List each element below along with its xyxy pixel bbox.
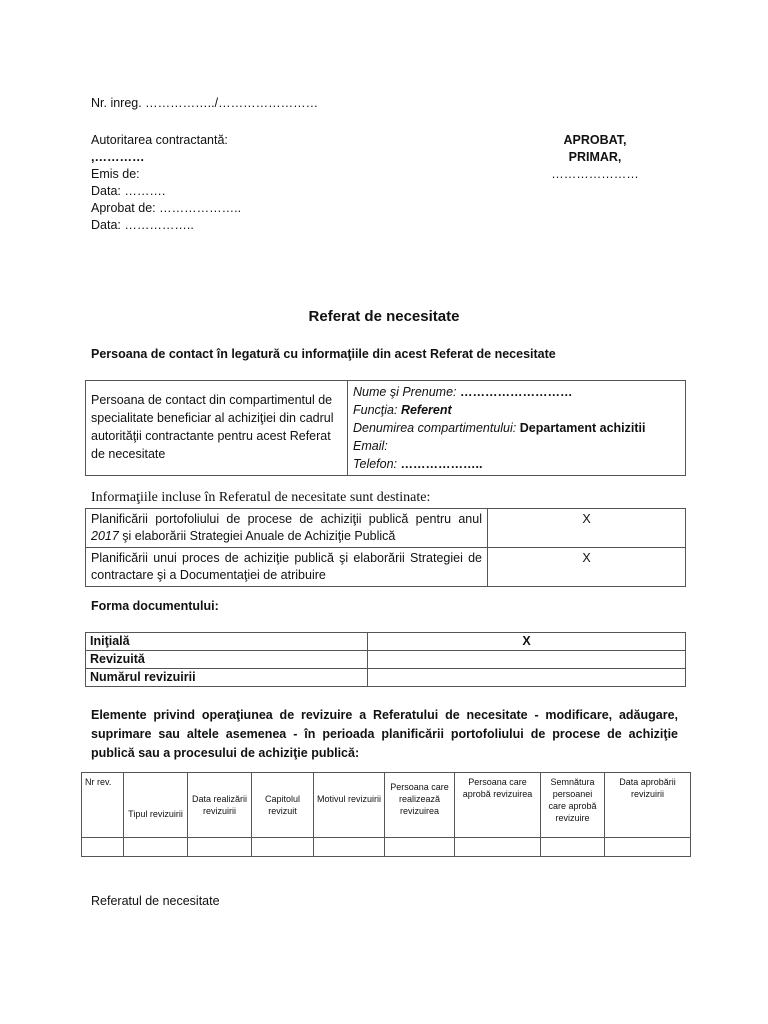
- dest-table: [85, 508, 686, 587]
- functia-value: Referent: [400, 403, 452, 417]
- autoritatea-label: Autoritarea contractantă:: [91, 133, 228, 147]
- data1-value: ……….: [124, 184, 166, 198]
- forma-row: [86, 651, 686, 669]
- rev-cell: [82, 838, 124, 857]
- telefon-label: Telefon:: [353, 457, 398, 471]
- contact-left-cell: Persoana de contact din compartimentul de specialitate beneficiar al achiziţiei din cadrul autorităţii contractante pentru acest Referat de necesitate: [86, 381, 348, 476]
- rev-empty-row: [82, 838, 691, 857]
- rev-header-persoana-aproba: Persoana care aprobă revizuirea: [455, 773, 541, 838]
- dept-label: Denumirea compartimentului:: [353, 421, 517, 435]
- data1-label: Data:: [91, 184, 121, 198]
- primar-signature: …………………: [551, 167, 639, 181]
- contact-table: [85, 380, 686, 476]
- nume-label: Nume şi Prenume:: [353, 385, 457, 399]
- data2-label: Data:: [91, 218, 121, 232]
- rev-header-row: [82, 773, 691, 838]
- forma-label: Revizuită: [86, 651, 368, 669]
- data1-row: [91, 183, 241, 200]
- forma-heading: Forma documentului:: [91, 599, 219, 613]
- autoritatea-dots: ,…………: [91, 150, 145, 164]
- emis-de-label: Emis de:: [91, 167, 140, 181]
- telefon-value: ………………..: [400, 457, 483, 471]
- nume-value: ………………………: [460, 385, 573, 399]
- rev-header-motivul: Motivul revizuirii: [314, 773, 385, 838]
- dest-row2-mark: X: [488, 548, 686, 587]
- rev-cell: [124, 838, 188, 857]
- rev-header-capitolul: Capitolul revizuit: [252, 773, 314, 838]
- rev-cell: [188, 838, 252, 857]
- aprobat-de-value: ………………..: [159, 201, 242, 215]
- dest-row1-text: Planificării portofoliului de procese de achiziţii publică pentru anul 2017 şi elaborării Strategiei Anuale de Achiziţie Publică: [86, 509, 488, 548]
- contact-heading: Persoana de contact în legatură cu informaţiile din acest Referat de necesitate: [91, 347, 556, 361]
- aprobat-label: APROBAT,: [563, 133, 627, 147]
- rev-header-data-aprobarii: Data aprobării revizuirii: [605, 773, 691, 838]
- data2-row: [91, 217, 241, 234]
- rev-cell: [605, 838, 691, 857]
- contact-right-cell: [348, 381, 686, 476]
- forma-value: [368, 651, 686, 669]
- functia-label: Funcţia:: [353, 403, 398, 417]
- dest-row: [86, 548, 686, 587]
- email-label: Email:: [353, 439, 388, 453]
- aprobat-de-label: Aprobat de:: [91, 201, 156, 215]
- data2-value: ……………..: [124, 218, 194, 232]
- footer-title: Referatul de necesitate: [91, 894, 220, 908]
- dest-row2-text: Planificării unui proces de achiziţie publică şi elaborării Strategiei de contractare şi a Documentaţiei de atribuire: [86, 548, 488, 587]
- forma-label: Numărul revizuirii: [86, 669, 368, 687]
- rev-cell: [314, 838, 385, 857]
- elemente-paragraph: Elemente privind operaţiunea de revizuire a Referatului de necesitate - modificare, adăugare, suprimare sau altele asemenea - în perioada planificării portofoliului de procese de achiziţie publică sau a procesului de achiziţie publică:: [91, 708, 678, 760]
- rev-cell: [252, 838, 314, 857]
- rev-header-persoana-realizeaza: Persoana care realizează revizuirea: [385, 773, 455, 838]
- forma-value: [368, 669, 686, 687]
- rev-cell: [455, 838, 541, 857]
- dest-year: 2017: [91, 529, 119, 543]
- forma-value: X: [368, 633, 686, 651]
- dest-row: [86, 509, 686, 548]
- forma-row: [86, 669, 686, 687]
- nr-inreg: Nr. inreg. ……………../……………………: [91, 96, 319, 110]
- forma-row: [86, 633, 686, 651]
- rev-cell: [541, 838, 605, 857]
- rev-header-tipul: Tipul revizuirii: [124, 773, 188, 838]
- aprobat-de-row: [91, 200, 241, 217]
- approval-block: [540, 132, 650, 183]
- rev-header-data-realizarii: Data realizării revizuirii: [188, 773, 252, 838]
- forma-label: Iniţială: [86, 633, 368, 651]
- primar-label: PRIMAR,: [568, 150, 622, 164]
- page-title: Referat de necesitate: [308, 308, 460, 325]
- dest-row1-mark: X: [488, 509, 686, 548]
- rev-cell: [385, 838, 455, 857]
- dest-heading: Informaţiile incluse în Referatul de necesitate sunt destinate:: [91, 490, 431, 505]
- header-left-block: [91, 132, 241, 234]
- forma-table: [85, 632, 686, 687]
- rev-header-semnatura: Semnătura persoanei care aprobă revizuire: [541, 773, 605, 838]
- rev-header-nr: Nr rev.: [82, 773, 124, 838]
- revision-table: [81, 772, 691, 857]
- dept-value: Departament achizitii: [519, 421, 646, 435]
